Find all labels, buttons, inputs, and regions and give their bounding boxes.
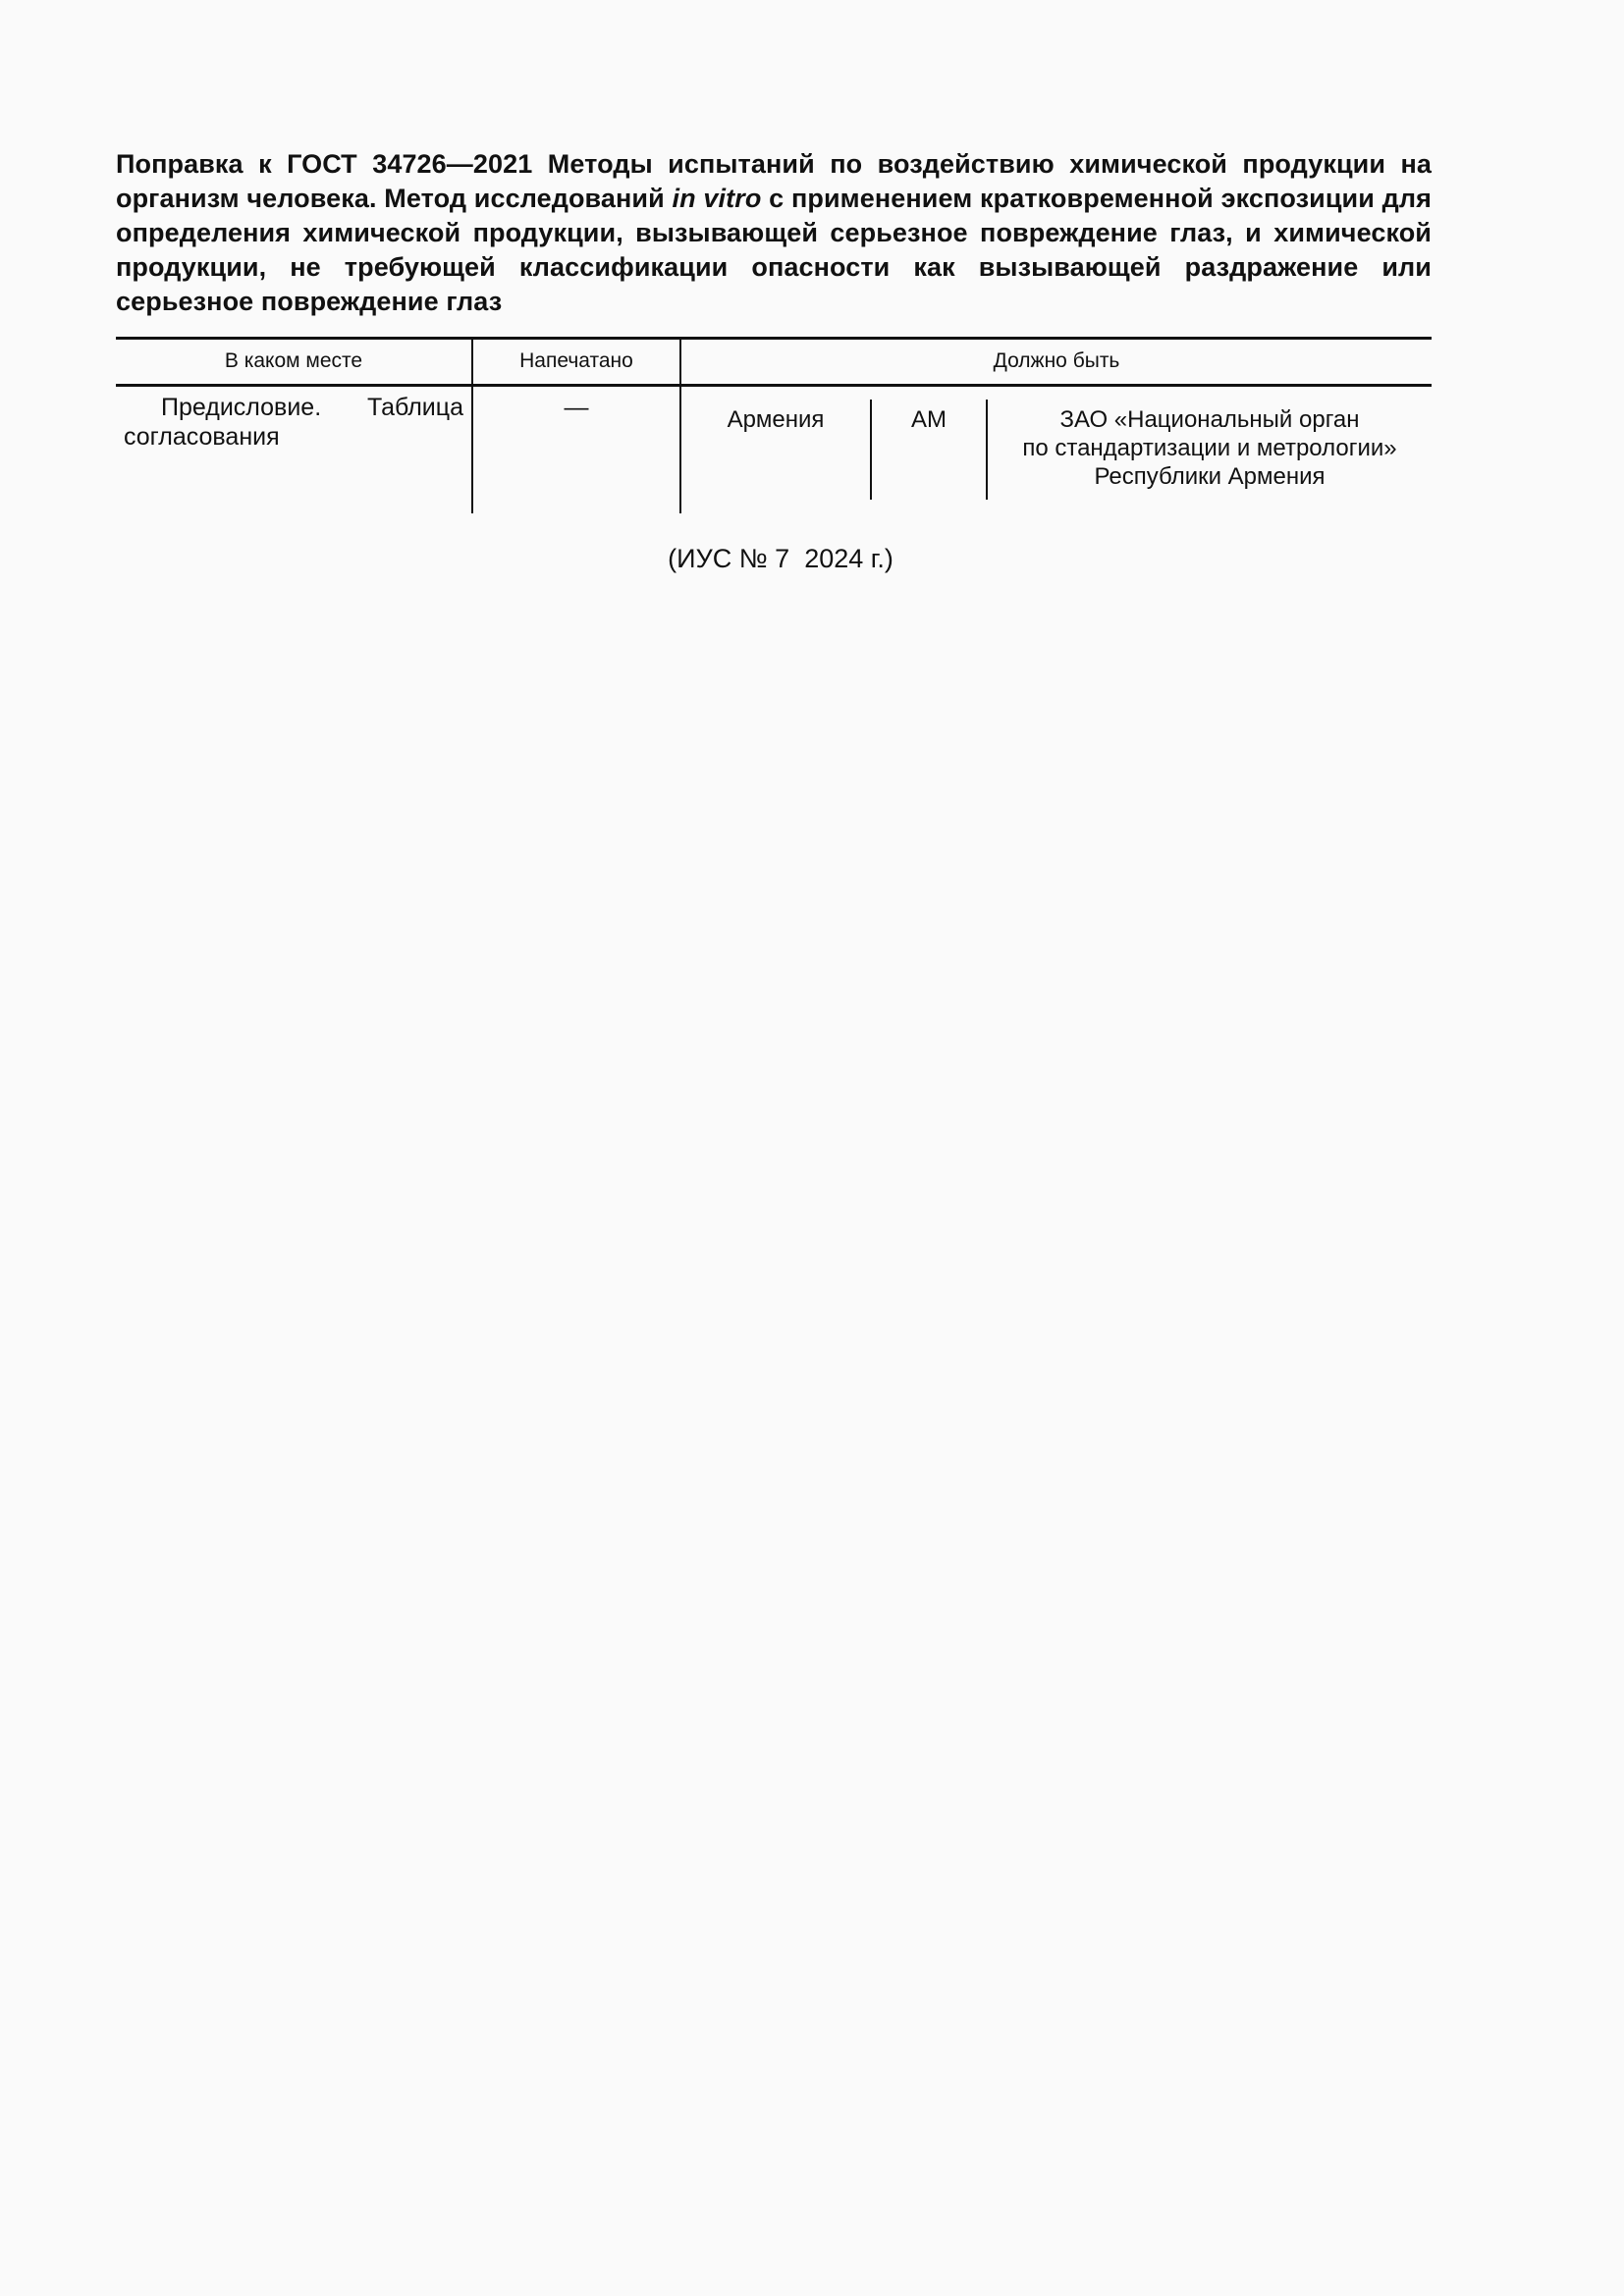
organ-line-3: Республики Армения bbox=[1094, 463, 1326, 490]
cell-country: Армения bbox=[727, 406, 825, 433]
cell-organ bbox=[988, 405, 1432, 491]
table-top-rule bbox=[116, 337, 1432, 340]
amendment-title-part2: с применением кратковременной экспозиции для определения химической продукции, вызывающей серьезное повреждение глаз, и химической продукции, не требующей классификации опасности как вызывающей раздражение или серьезное повреждение глаз bbox=[116, 184, 1432, 316]
organ-line-1: ЗАО «Национальный орган bbox=[1059, 406, 1360, 433]
amendment-title-part1: Поправка к ГОСТ 34726—2021 Методы испытаний по воздействию химической продукции на организм человека. Метод исследований bbox=[116, 149, 1432, 213]
amendment-title bbox=[116, 147, 1432, 319]
header-should-be: Должно быть bbox=[993, 349, 1120, 372]
cell-country-code: AM bbox=[911, 406, 947, 433]
ius-reference: (ИУС № 7 2024 г.) bbox=[668, 544, 893, 573]
header-where: В каком месте bbox=[224, 349, 363, 372]
table-header-rule bbox=[116, 384, 1432, 387]
header-printed: Напечатано bbox=[519, 349, 633, 372]
organ-line-2: по стандартизации и метрологии» bbox=[1022, 435, 1397, 461]
cell-where: Предисловие. Таблица согласования bbox=[124, 394, 463, 451]
amendment-title-italic: in vitro bbox=[672, 184, 762, 213]
amendment-table bbox=[116, 337, 1432, 513]
cell-printed: — bbox=[564, 394, 589, 421]
